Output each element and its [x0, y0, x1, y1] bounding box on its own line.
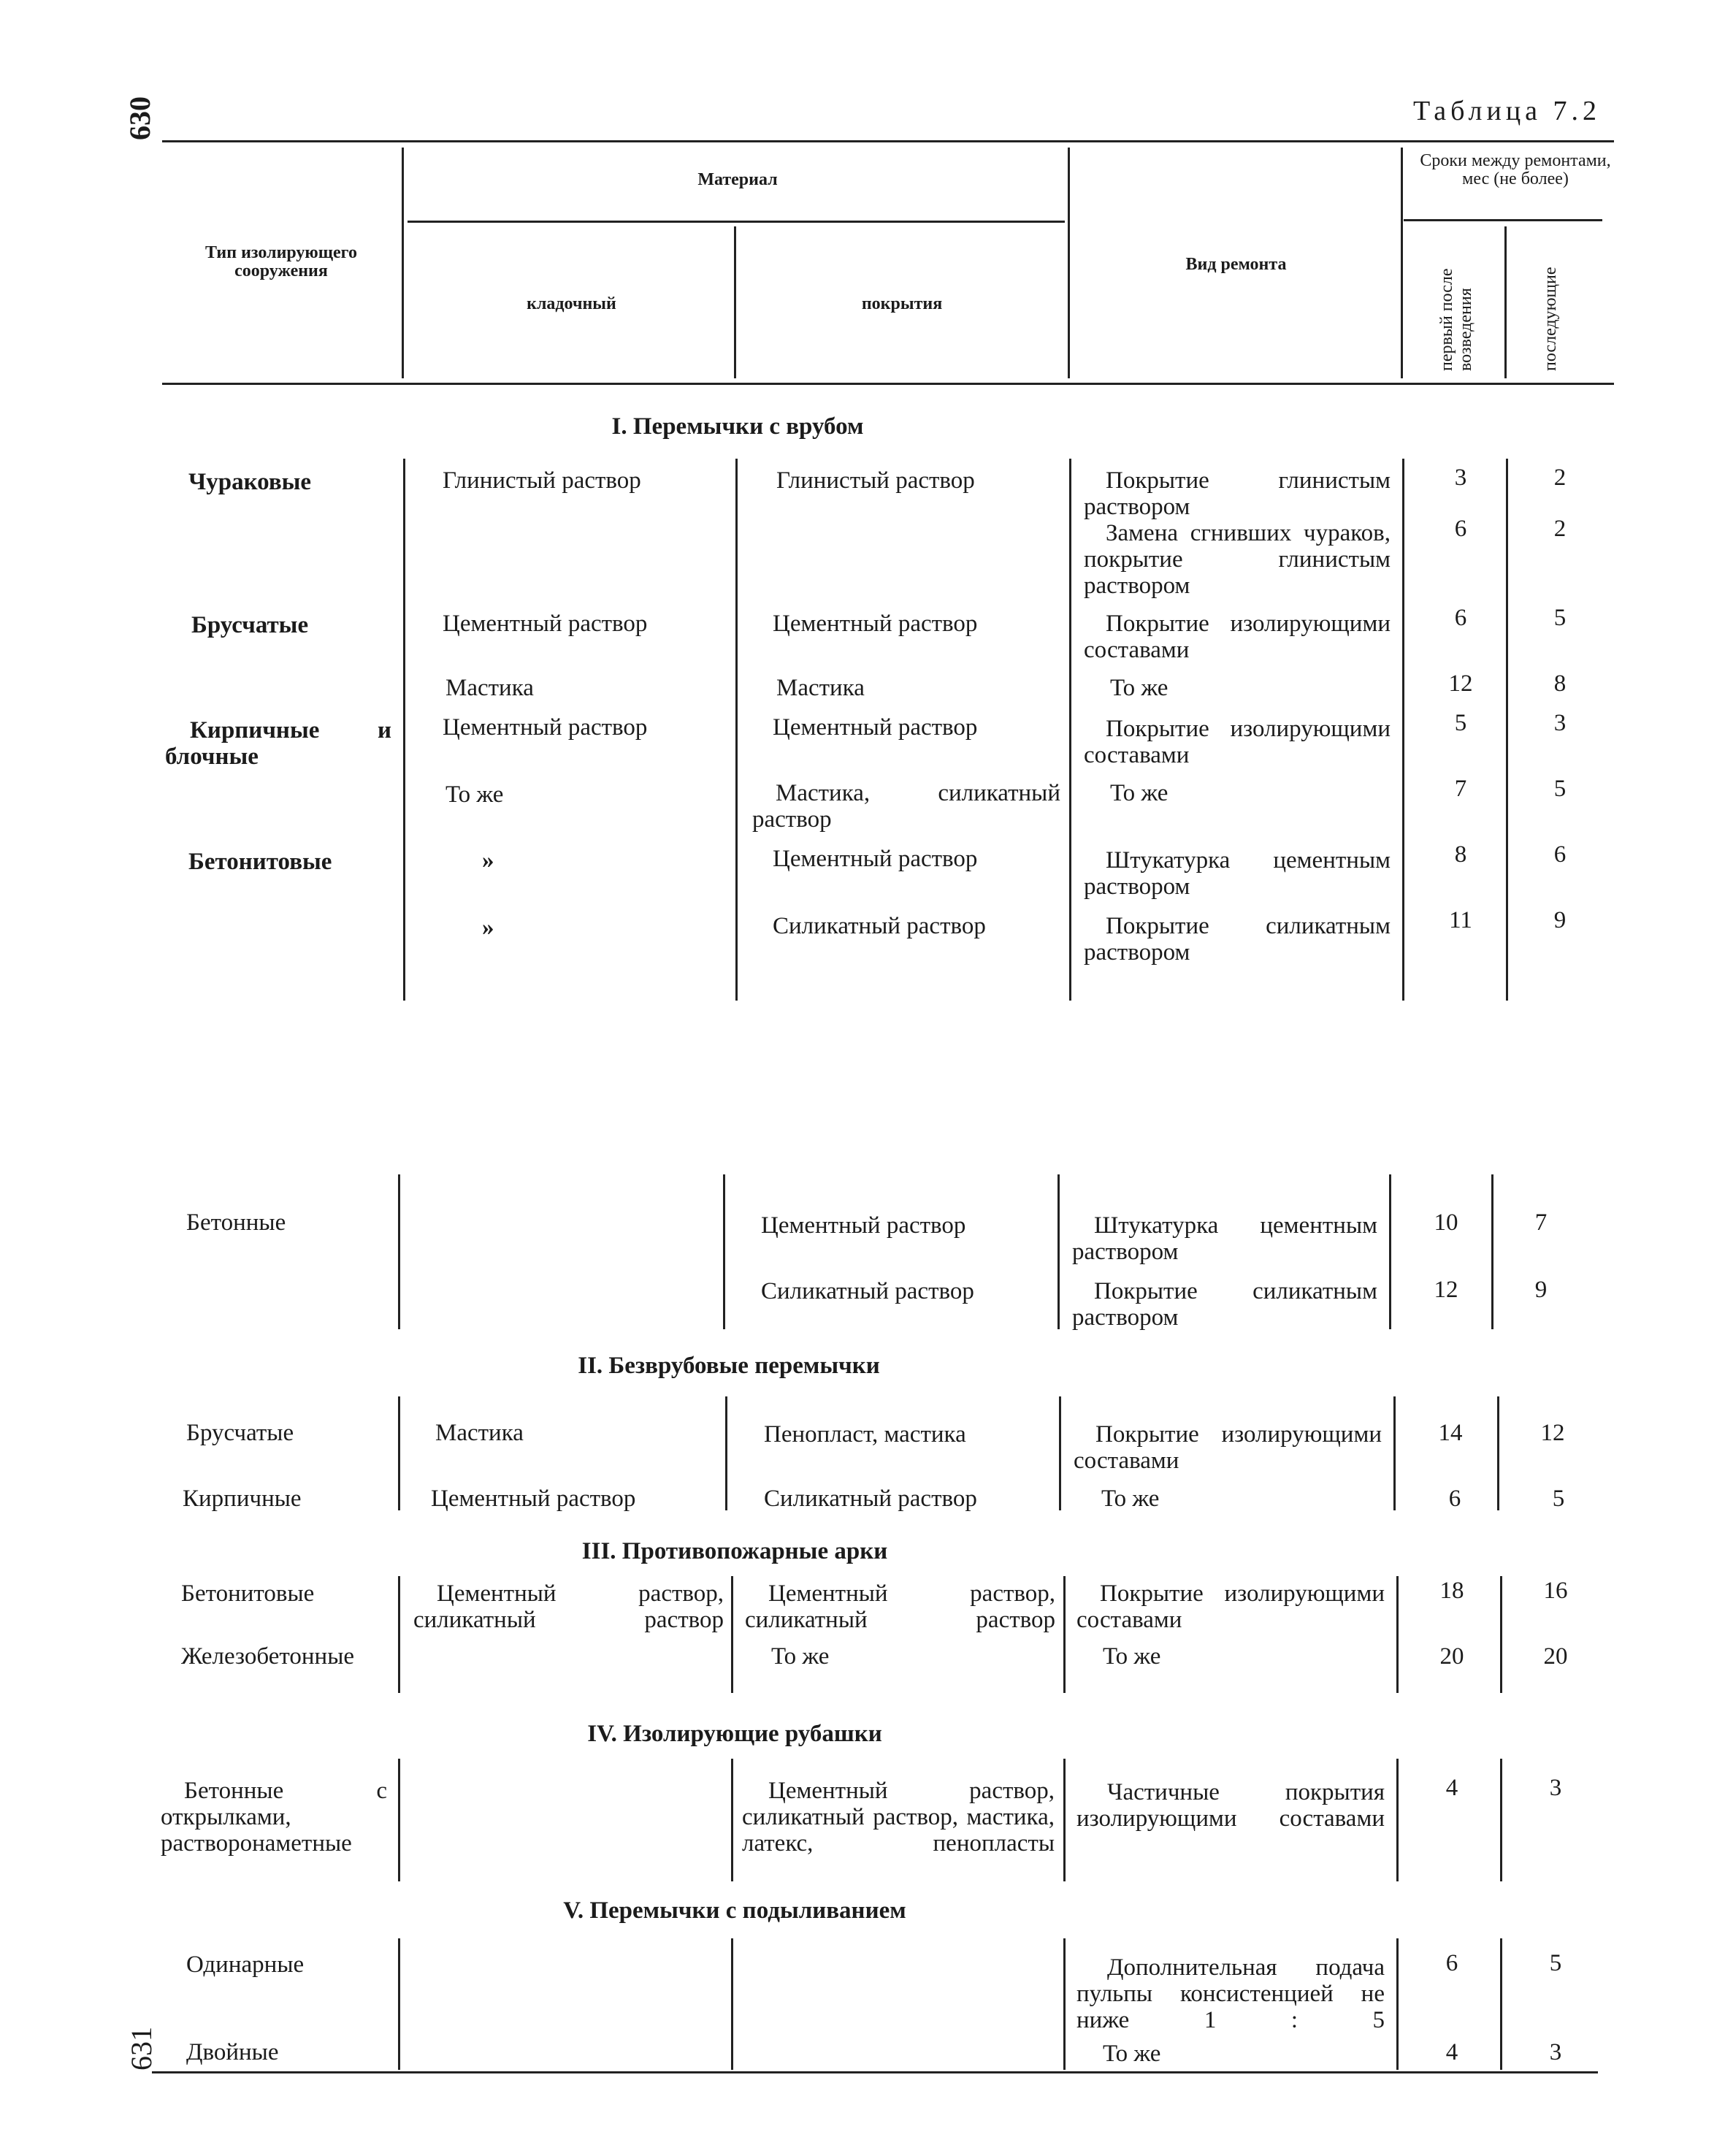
row-first: 3 [1454, 465, 1467, 491]
section1-divider-5 [1506, 459, 1508, 1001]
row-next: 9 [1553, 907, 1567, 933]
row-first: 6 [1454, 605, 1467, 631]
row-type: Бетонные с открылками, растворонаметные [161, 1778, 387, 1857]
row-masonry: Мастика [435, 1420, 524, 1446]
row-repair: То же [1103, 1643, 1161, 1670]
section2-divider-1 [398, 1396, 400, 1510]
row-first: 4 [1445, 1775, 1458, 1801]
cont-divider-5 [1491, 1174, 1493, 1329]
header-top-rule [162, 140, 1614, 142]
row-repair: Частичные покрытия изолирующими составами [1076, 1779, 1385, 1832]
row-first: 6 [1448, 1486, 1461, 1512]
row-masonry: Мастика [445, 675, 534, 701]
section3-divider-3 [1063, 1576, 1066, 1693]
row-repair: То же [1110, 780, 1169, 806]
table-title: Таблица 7.2 [1413, 96, 1602, 126]
row-first: 7 [1454, 776, 1467, 802]
row-masonry: Цементный раствор [443, 714, 648, 741]
header-divider-5 [1504, 226, 1507, 378]
header-terms-first [1437, 221, 1475, 371]
row-repair: Покрытие силикатным раствором [1072, 1278, 1377, 1331]
row-repair: Покрытие изолирующими составами [1084, 716, 1391, 768]
row-type: Брусчатые [186, 1420, 294, 1446]
table-bottom-rule [152, 2071, 1598, 2073]
section3-divider-2 [731, 1576, 733, 1693]
section5-divider-5 [1500, 1938, 1502, 2070]
row-cover: Силикатный раствор [773, 913, 986, 939]
row-type: Одинарные [186, 1952, 305, 1978]
row-next: 5 [1549, 1950, 1562, 1976]
row-cover: Цементный раствор [761, 1212, 966, 1239]
section2-divider-3 [1059, 1396, 1061, 1510]
section4-divider-2 [731, 1759, 733, 1881]
section2-divider-4 [1393, 1396, 1396, 1510]
row-cover: Цементный раствор [773, 611, 978, 637]
cont-divider-2 [723, 1174, 725, 1329]
row-next: 5 [1552, 1486, 1565, 1512]
section5-divider-4 [1396, 1938, 1399, 2070]
row-first: 10 [1434, 1209, 1458, 1236]
section5-divider-1 [398, 1938, 400, 2070]
row-next: 8 [1553, 670, 1567, 697]
row-type: Железобетонные [181, 1643, 355, 1670]
section3-divider-4 [1396, 1576, 1399, 1693]
row-repair: То же [1103, 2041, 1161, 2067]
row-type: Чураковые [188, 469, 312, 495]
row-next: 5 [1553, 605, 1567, 631]
row-next: 9 [1534, 1277, 1548, 1303]
page-number-bottom: 631 [125, 2027, 158, 2071]
row-next: 6 [1553, 841, 1567, 868]
row-cover: Цементный раствор [773, 714, 978, 741]
section5-divider-2 [731, 1938, 733, 2070]
section-title-1: I. Перемычки с врубом [611, 413, 864, 440]
section-title-5: V. Перемычки с подыливанием [563, 1897, 906, 1924]
row-first: 6 [1445, 1950, 1458, 1976]
row-next: 3 [1549, 1775, 1562, 1801]
section4-divider-3 [1063, 1759, 1066, 1881]
section4-divider-1 [398, 1759, 400, 1881]
row-type: Бетонитовые [181, 1580, 315, 1607]
row-type: Кирпичные и блочные [165, 717, 391, 770]
row-first: 18 [1439, 1578, 1464, 1604]
row-first: 8 [1454, 841, 1467, 868]
header-terms: Сроки между ремонтами, мес (не более) [1420, 151, 1611, 188]
row-cover: Силикатный раствор [764, 1486, 977, 1512]
terms-subrule [1404, 219, 1602, 221]
section3-divider-5 [1500, 1576, 1502, 1693]
section1-divider-2 [735, 459, 738, 1001]
row-cover: Цементный раствор [773, 846, 978, 872]
cont-divider-4 [1389, 1174, 1391, 1329]
section1-divider-4 [1402, 459, 1404, 1001]
row-next: 3 [1553, 710, 1567, 736]
row-type: Бетонные [186, 1209, 286, 1236]
row-type: Кирпичные [183, 1486, 302, 1512]
row-repair: Покрытие силикатным раствором [1084, 913, 1391, 966]
header-type: Тип изолирующего сооружения [205, 243, 357, 280]
row-masonry: Глинистый раствор [443, 467, 641, 494]
row-next: 3 [1549, 2039, 1562, 2065]
header-repair: Вид ремонта [1185, 255, 1287, 274]
section2-divider-2 [725, 1396, 727, 1510]
row-type: Бетонитовые [188, 849, 332, 875]
header-terms-next-text: последующие [1541, 267, 1560, 371]
row-next: 2 [1553, 516, 1567, 542]
header-material: Материал [697, 170, 778, 189]
section-title-3: III. Противопожарные арки [581, 1538, 888, 1564]
row-first: 12 [1434, 1277, 1458, 1303]
header-divider-4 [1401, 148, 1403, 378]
row-first: 14 [1438, 1420, 1463, 1446]
header-terms-next [1541, 261, 1560, 371]
header-terms-first-text: первый после возведения [1437, 268, 1475, 371]
row-masonry: То же [445, 781, 504, 808]
row-repair: Покрытие изолирующими составами [1074, 1421, 1382, 1474]
row-cover: Мастика [776, 675, 865, 701]
section1-divider-3 [1069, 459, 1071, 1001]
row-cover: То же [771, 1643, 830, 1670]
section5-divider-3 [1063, 1938, 1066, 2070]
row-first: 5 [1454, 710, 1467, 736]
row-repair: То же [1101, 1486, 1160, 1512]
row-masonry: Цементный раствор, силикатный раствор [413, 1580, 724, 1633]
section4-divider-5 [1500, 1759, 1502, 1881]
row-cover: Силикатный раствор [761, 1278, 974, 1304]
row-masonry: Цементный раствор [431, 1486, 636, 1512]
row-cover: Глинистый раствор [776, 467, 975, 494]
row-masonry: Цементный раствор [443, 611, 648, 637]
row-repair: Штукатурка цементным раствором [1084, 847, 1391, 900]
row-repair: Покрытие глинистым раствором [1084, 467, 1391, 520]
page-number-top: 630 [123, 96, 156, 140]
row-next: 16 [1543, 1578, 1568, 1604]
material-subrule [408, 221, 1065, 223]
row-first: 11 [1449, 907, 1472, 933]
header-material-cover: покрытия [861, 294, 943, 313]
row-repair: То же [1110, 675, 1169, 701]
row-masonry: » [482, 847, 494, 874]
header-divider-3 [1068, 148, 1070, 378]
row-repair: Покрытие изолирующими составами [1084, 611, 1391, 663]
cont-divider-1 [398, 1174, 400, 1329]
row-cover: Цементный раствор, силикатный раствор, мастика, латекс, пенопласты [742, 1778, 1055, 1857]
row-repair: Штукатурка цементным раствором [1072, 1212, 1377, 1265]
row-first: 12 [1448, 670, 1473, 697]
row-next: 12 [1540, 1420, 1565, 1446]
section-title-2: II. Безврубовые перемычки [578, 1353, 880, 1379]
section-title-4: IV. Изолирующие рубашки [587, 1721, 882, 1747]
row-type: Брусчатые [191, 612, 309, 638]
row-cover: Мастика, силикатный раствор [752, 780, 1060, 833]
row-repair: Покрытие изолирующими составами [1076, 1580, 1385, 1633]
row-masonry: » [482, 914, 494, 941]
row-type: Двойные [186, 2039, 279, 2065]
header-bottom-rule [162, 383, 1614, 385]
row-next: 5 [1553, 776, 1567, 802]
row-next: 20 [1543, 1643, 1568, 1670]
section3-divider-1 [398, 1576, 400, 1693]
header-material-masonry: кладочный [527, 294, 616, 313]
header-divider-2 [734, 226, 736, 378]
row-cover: Цементный раствор, силикатный раствор [745, 1580, 1055, 1633]
row-first: 6 [1454, 516, 1467, 542]
row-repair: Замена сгнивших чураков, покрытие глинистым раствором [1084, 520, 1391, 599]
header-divider-1 [402, 148, 404, 378]
row-next: 2 [1553, 465, 1567, 491]
row-cover: Пенопласт, мастика [764, 1421, 966, 1448]
row-next: 7 [1534, 1209, 1548, 1236]
row-first: 4 [1445, 2039, 1458, 2065]
row-repair: Дополнительная подача пульпы консистенцией не ниже 1 : 5 [1076, 1954, 1385, 2033]
cont-divider-3 [1057, 1174, 1060, 1329]
row-first: 20 [1439, 1643, 1464, 1670]
section1-divider-1 [403, 459, 405, 1001]
section4-divider-4 [1396, 1759, 1399, 1881]
section2-divider-5 [1497, 1396, 1499, 1510]
